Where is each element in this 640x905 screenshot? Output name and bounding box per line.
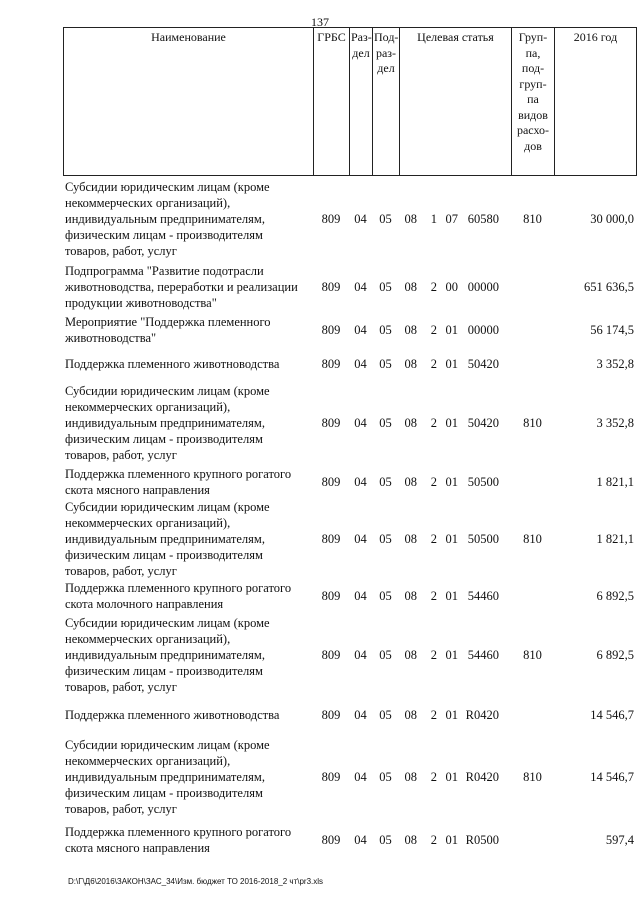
row-target-article (399, 698, 511, 732)
row-name (63, 698, 313, 732)
row-name-line: некоммерческих организаций), (65, 196, 231, 210)
target-code-part: 50420 (467, 357, 499, 371)
target-code-part: 2 (430, 357, 437, 371)
target-code-part: 01 (445, 357, 458, 371)
row-razdel: 04 (354, 589, 367, 603)
target-code-part: 08 (404, 323, 417, 337)
target-code-part: 2 (430, 416, 437, 430)
table-row (63, 612, 636, 698)
row-name-line: некоммерческих организаций), (65, 632, 231, 646)
row-target-article (399, 380, 511, 466)
target-code-part: 08 (404, 357, 417, 371)
row-name (63, 262, 313, 312)
row-grbs: 809 (321, 416, 341, 430)
header-group-line: груп- (519, 76, 547, 91)
row-name-line: продукции животноводства" (65, 296, 217, 310)
row-name-line: скота мясного направления (65, 483, 210, 497)
row-name-line: животноводства, переработки и реализации (65, 280, 298, 294)
row-podrazdel: 05 (379, 708, 392, 722)
header-podrazdel-line: раз- (375, 45, 397, 60)
row-name (63, 466, 313, 498)
row-razdel: 04 (354, 648, 367, 662)
target-code-part: 01 (445, 323, 458, 337)
row-target-article (399, 262, 511, 312)
header-group-line: расхо- (516, 123, 550, 137)
row-name-line: индивидуальным предпринимателям, (65, 416, 265, 430)
row-name-line: Поддержка племенного животноводства (65, 357, 280, 371)
target-code-part: 00000 (467, 323, 499, 337)
row-expense-group (511, 466, 554, 498)
row-podrazdel: 05 (379, 833, 392, 847)
row-target-article (399, 498, 511, 580)
row-name-line: индивидуальным предпринимателям, (65, 770, 265, 784)
row-name (63, 822, 313, 858)
header-group-line: па, (525, 45, 541, 60)
row-name-line: животноводства" (65, 331, 157, 345)
row-grbs: 809 (321, 532, 341, 546)
target-code-part: 1 (430, 212, 437, 226)
row-name (63, 498, 313, 580)
target-code-part: 01 (445, 648, 458, 662)
target-code-part: R0420 (465, 770, 499, 784)
row-podrazdel: 05 (379, 648, 392, 662)
budget-table (63, 176, 636, 858)
target-code-part: 2 (430, 475, 437, 489)
row-grbs: 809 (321, 323, 341, 337)
row-amount: 14 546,7 (590, 708, 634, 722)
row-target-article (399, 612, 511, 698)
table-row (63, 380, 636, 466)
target-code-part: 08 (404, 280, 417, 294)
row-expense-group (511, 822, 554, 858)
header-group (512, 28, 555, 176)
target-code-part: 08 (404, 770, 417, 784)
target-code-part: 01 (445, 475, 458, 489)
row-razdel: 04 (354, 416, 367, 430)
row-target-article (399, 348, 511, 380)
target-code-part: 01 (445, 532, 458, 546)
target-code-part: 08 (404, 532, 417, 546)
table-row (63, 312, 636, 348)
row-expense-group (511, 312, 554, 348)
table-row (63, 176, 636, 262)
table-row (63, 498, 636, 580)
row-amount: 3 352,8 (596, 357, 634, 371)
row-name-line: товаров, работ, услуг (65, 680, 177, 694)
row-podrazdel: 05 (379, 770, 392, 784)
row-grbs: 809 (321, 648, 341, 662)
table-header (63, 27, 637, 176)
header-target: Целевая статья (400, 28, 512, 176)
row-razdel: 04 (354, 532, 367, 546)
row-amount: 6 892,5 (596, 648, 634, 662)
row-amount: 597,4 (605, 833, 634, 847)
row-name-line: Поддержка племенного животноводства (65, 708, 280, 722)
row-podrazdel: 05 (379, 589, 392, 603)
row-podrazdel: 05 (379, 357, 392, 371)
header-name: Наименование (64, 28, 314, 176)
table-row (63, 348, 636, 380)
target-code-part: 08 (404, 475, 417, 489)
table-row (63, 698, 636, 732)
header-group-line: Груп- (518, 30, 548, 44)
target-code-part: 2 (430, 589, 437, 603)
row-amount: 14 546,7 (590, 770, 634, 784)
table-row (63, 732, 636, 822)
row-name-line: Подпрограмма "Развитие подотрасли (65, 264, 264, 278)
header-podrazdel-line: Под- (374, 30, 399, 44)
row-name-line: индивидуальным предпринимателям, (65, 212, 265, 226)
target-code-part: 50500 (467, 532, 499, 546)
row-grbs: 809 (321, 770, 341, 784)
target-code-part: 2 (430, 323, 437, 337)
row-podrazdel: 05 (379, 280, 392, 294)
row-podrazdel: 05 (379, 323, 392, 337)
row-amount: 3 352,8 (596, 416, 634, 430)
row-name-line: товаров, работ, услуг (65, 802, 177, 816)
row-name-line: скота мясного направления (65, 841, 210, 855)
target-code-part: 01 (445, 708, 458, 722)
row-name-line: физическим лицам - производителям (65, 664, 263, 678)
target-code-part: 2 (430, 770, 437, 784)
row-name-line: товаров, работ, услуг (65, 564, 177, 578)
row-name (63, 312, 313, 348)
target-code-part: 54460 (467, 648, 499, 662)
target-code-part: 01 (445, 833, 458, 847)
row-name-line: Субсидии юридическим лицам (кроме (65, 616, 270, 630)
header-group-line: па (527, 92, 539, 106)
row-amount: 1 821,1 (596, 475, 634, 489)
file-path-footer: D:\Г\Д6\2016\ЗАКОН\ЗАС_34\Изм. бюджет ТО 2016-2018_2 чт\pr3.xls (68, 877, 324, 886)
row-razdel: 04 (354, 475, 367, 489)
row-razdel: 04 (354, 708, 367, 722)
row-expense-group (511, 698, 554, 732)
row-razdel: 04 (354, 357, 367, 371)
row-razdel: 04 (354, 833, 367, 847)
row-name-line: скота молочного направления (65, 597, 224, 611)
budget-rows (63, 176, 636, 858)
row-name-line: Поддержка племенного крупного рогатого (65, 825, 292, 839)
row-expense-group (511, 262, 554, 312)
row-target-article (399, 312, 511, 348)
target-code-part: 60580 (467, 212, 499, 226)
row-name-line: физическим лицам - производителям (65, 228, 263, 242)
header-razdel (350, 28, 373, 176)
row-name (63, 580, 313, 612)
table-row (63, 822, 636, 858)
row-name (63, 348, 313, 380)
row-target-article (399, 822, 511, 858)
row-name-line: Поддержка племенного крупного рогатого (65, 467, 292, 481)
table-row (63, 580, 636, 612)
row-name-line: некоммерческих организаций), (65, 516, 231, 530)
row-expense-group: 810 (523, 770, 542, 784)
row-amount: 30 000,0 (590, 212, 634, 226)
header-group-line: видов (518, 107, 548, 122)
target-code-part: R0500 (465, 833, 499, 847)
row-amount: 1 821,1 (596, 532, 634, 546)
row-expense-group: 810 (523, 648, 542, 662)
target-code-part: 08 (404, 648, 417, 662)
target-code-part: 2 (430, 532, 437, 546)
target-code-part: 07 (445, 212, 458, 226)
row-grbs: 809 (321, 212, 341, 226)
header-podrazdel (373, 28, 400, 176)
row-name (63, 176, 313, 262)
page-number: 137 (311, 15, 329, 29)
target-code-part: 00000 (467, 280, 499, 294)
row-grbs: 809 (321, 357, 341, 371)
target-code-part: R0420 (465, 708, 499, 722)
row-target-article (399, 176, 511, 262)
row-expense-group: 810 (523, 212, 542, 226)
row-name-line: Субсидии юридическим лицам (кроме (65, 500, 270, 514)
row-name-line: индивидуальным предпринимателям, (65, 648, 265, 662)
row-amount: 6 892,5 (596, 589, 634, 603)
row-razdel: 04 (354, 212, 367, 226)
row-target-article (399, 732, 511, 822)
row-expense-group (511, 348, 554, 380)
target-code-part: 2 (430, 708, 437, 722)
row-grbs: 809 (321, 589, 341, 603)
target-code-part: 08 (404, 708, 417, 722)
row-razdel: 04 (354, 280, 367, 294)
target-code-part: 08 (404, 212, 417, 226)
target-code-part: 08 (404, 589, 417, 603)
row-grbs: 809 (321, 475, 341, 489)
row-name-line: товаров, работ, услуг (65, 448, 177, 462)
target-code-part: 50420 (467, 416, 499, 430)
row-grbs: 809 (321, 280, 341, 294)
table-row (63, 466, 636, 498)
row-name-line: физическим лицам - производителям (65, 548, 263, 562)
target-code-part: 00 (445, 280, 458, 294)
row-name-line: некоммерческих организаций), (65, 754, 231, 768)
target-code-part: 2 (430, 648, 437, 662)
row-target-article (399, 580, 511, 612)
row-grbs: 809 (321, 833, 341, 847)
row-target-article (399, 466, 511, 498)
row-podrazdel: 05 (379, 475, 392, 489)
row-amount: 56 174,5 (590, 323, 634, 337)
row-amount: 651 636,5 (584, 280, 634, 294)
row-name (63, 380, 313, 466)
row-name (63, 732, 313, 822)
row-name-line: Субсидии юридическим лицам (кроме (65, 384, 270, 398)
row-name-line: индивидуальным предпринимателям, (65, 532, 265, 546)
row-podrazdel: 05 (379, 416, 392, 430)
header-grbs: ГРБС (314, 28, 350, 176)
row-razdel: 04 (354, 770, 367, 784)
row-name-line: физическим лицам - производителям (65, 786, 263, 800)
target-code-part: 08 (404, 416, 417, 430)
row-name-line: Субсидии юридическим лицам (кроме (65, 180, 270, 194)
header-year: 2016 год (555, 28, 637, 176)
table-row (63, 262, 636, 312)
target-code-part: 01 (445, 416, 458, 430)
header-podrazdel-line: дел (377, 61, 395, 75)
row-expense-group: 810 (523, 532, 542, 546)
target-code-part: 2 (430, 833, 437, 847)
header-group-line: под- (521, 61, 545, 75)
target-code-part: 50500 (467, 475, 499, 489)
row-name-line: товаров, работ, услуг (65, 244, 177, 258)
row-name-line: Поддержка племенного крупного рогатого (65, 581, 292, 595)
row-grbs: 809 (321, 708, 341, 722)
row-expense-group (511, 580, 554, 612)
target-code-part: 08 (404, 833, 417, 847)
target-code-part: 01 (445, 589, 458, 603)
row-name-line: физическим лицам - производителям (65, 432, 263, 446)
header-razdel-line: дел (352, 45, 370, 60)
row-name-line: некоммерческих организаций), (65, 400, 231, 414)
row-name (63, 612, 313, 698)
row-podrazdel: 05 (379, 212, 392, 226)
row-razdel: 04 (354, 323, 367, 337)
row-name-line: Субсидии юридическим лицам (кроме (65, 738, 270, 752)
row-podrazdel: 05 (379, 532, 392, 546)
header-razdel-line: Раз- (351, 30, 372, 44)
row-expense-group: 810 (523, 416, 542, 430)
target-code-part: 54460 (467, 589, 499, 603)
header-group-line: дов (524, 138, 542, 153)
target-code-part: 2 (430, 280, 437, 294)
target-code-part: 01 (445, 770, 458, 784)
row-name-line: Мероприятие "Поддержка племенного (65, 315, 271, 329)
